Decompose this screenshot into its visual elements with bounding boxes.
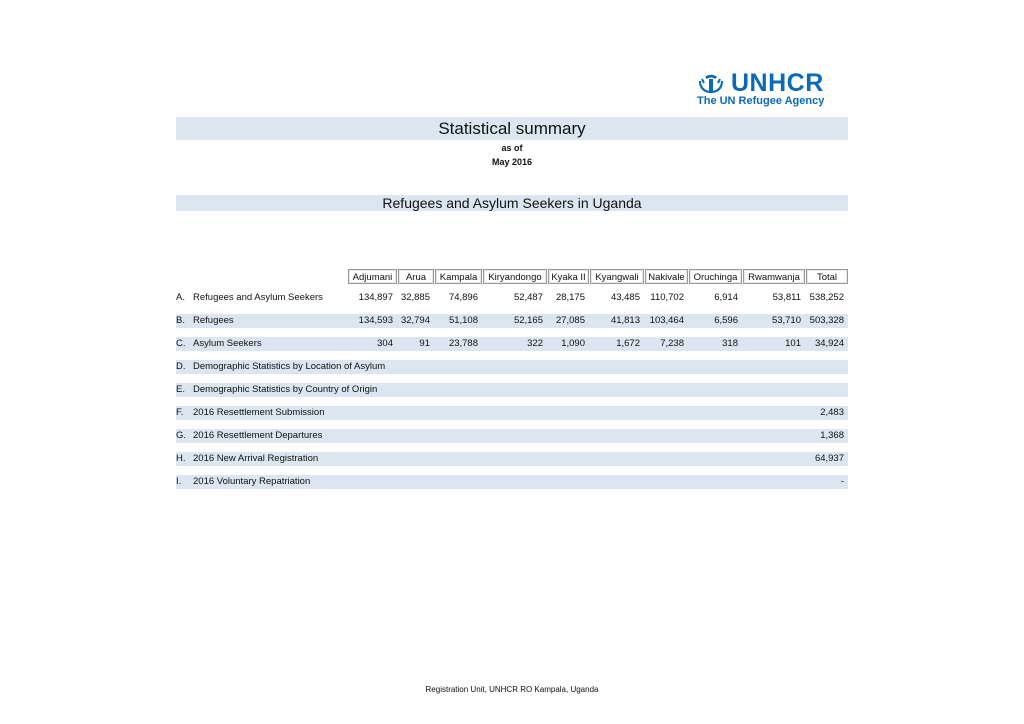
- row-letter: A.: [176, 292, 185, 303]
- table-row: [176, 337, 848, 351]
- table-cell-kampala: 74,896: [448, 292, 478, 303]
- row-letter: E.: [176, 384, 185, 395]
- row-label: [176, 383, 377, 397]
- table-cell-kyaka-ii: 27,085: [555, 315, 585, 326]
- table-cell-nakivale: 110,702: [650, 292, 684, 303]
- table-cell-kyangwali: 41,813: [610, 315, 640, 326]
- row-letter: B.: [176, 315, 185, 326]
- row-letter: H.: [176, 453, 186, 464]
- row-label-text: Asylum Seekers: [193, 338, 262, 349]
- table-cell-rwamwanja: 53,710: [771, 315, 801, 326]
- row-letter: C.: [176, 338, 186, 349]
- table-cell-kampala: 23,788: [448, 338, 478, 349]
- row-label-text: Refugees and Asylum Seekers: [193, 292, 323, 303]
- table-cell-nakivale: 7,238: [660, 338, 684, 349]
- row-label-text: 2016 Resettlement Submission: [193, 407, 325, 418]
- row-letter: D.: [176, 361, 186, 372]
- table-cell-oruchinga: 318: [722, 338, 738, 349]
- table-cell-kyaka-ii: 28,175: [555, 292, 585, 303]
- row-label: [176, 406, 325, 420]
- table-row: [176, 314, 848, 328]
- table-cell-total: 1,368: [820, 430, 844, 441]
- column-header-rwamwanja: Rwamwanja: [743, 269, 805, 284]
- column-header-kiryandongo: Kiryandongo: [483, 269, 547, 284]
- table-cell-total: 503,328: [809, 315, 844, 326]
- table-cell-adjumani: 134,593: [358, 315, 393, 326]
- row-letter: G.: [176, 430, 187, 441]
- column-header-arua: Arua: [398, 269, 434, 284]
- table-cell-kyangwali: 1,672: [616, 338, 640, 349]
- table-cell-adjumani: 304: [377, 338, 393, 349]
- row-label: [176, 337, 262, 351]
- row-label-text: 2016 New Arrival Registration: [193, 453, 319, 464]
- unhcr-emblem-icon: [696, 71, 726, 95]
- table-cell-total: 64,937: [814, 453, 844, 464]
- table-cell-total: 34,924: [814, 338, 844, 349]
- report-date: May 2016: [491, 157, 533, 167]
- table-cell-adjumani: 134,897: [358, 292, 393, 303]
- row-label-text: Demographic Statistics by Location of Asylum: [193, 361, 386, 372]
- row-label: [176, 360, 385, 374]
- logo-tagline: The UN Refugee Agency: [697, 95, 825, 107]
- logo-name: UNHCR: [731, 69, 824, 97]
- table-cell-rwamwanja: 53,811: [772, 292, 801, 303]
- row-label-text: Refugees: [193, 315, 234, 326]
- row-label-text: 2016 Resettlement Departures: [193, 430, 323, 441]
- column-header-oruchinga: Oruchinga: [689, 269, 742, 284]
- section-title: Refugees and Asylum Seekers in Uganda: [176, 195, 848, 211]
- page-title: Statistical summary: [176, 117, 848, 140]
- table-cell-arua: 32,794: [400, 315, 430, 326]
- table-row: [176, 360, 848, 374]
- column-header-kyangwali: Kyangwali: [590, 269, 644, 284]
- table-cell-nakivale: 103,464: [649, 315, 684, 326]
- row-label: [176, 429, 322, 443]
- table-cell-kiryandongo: 322: [527, 338, 543, 349]
- table-cell-arua: 91: [419, 338, 430, 349]
- row-label: [176, 314, 234, 328]
- row-letter: I.: [176, 476, 182, 487]
- column-header-kampala: Kampala: [435, 269, 482, 284]
- unhcr-logo: [696, 71, 841, 109]
- table-cell-total: 538,252: [809, 292, 844, 303]
- table-cell-total: 2,483: [820, 407, 844, 418]
- row-label: [176, 475, 310, 489]
- table-cell-arua: 32,885: [400, 292, 430, 303]
- column-header-nakivale: Nakivale: [645, 269, 688, 284]
- column-header-adjumani: Adjumani: [348, 269, 397, 284]
- table-cell-rwamwanja: 101: [785, 338, 801, 349]
- column-header-total: Total: [806, 269, 848, 284]
- table-row: [176, 452, 848, 466]
- column-header-kyaka-ii: Kyaka II: [548, 269, 589, 284]
- row-label-text: 2016 Voluntary Repatriation: [193, 476, 311, 487]
- table-row: [176, 429, 848, 443]
- row-letter: F.: [176, 407, 184, 418]
- as-of-label: as of: [501, 143, 523, 153]
- table-row: [176, 475, 848, 489]
- table-row: [176, 406, 848, 420]
- table-cell-kiryandongo: 52,165: [513, 315, 543, 326]
- row-label-text: Demographic Statistics by Country of Origin: [193, 384, 378, 395]
- table-row: [176, 383, 848, 397]
- table-cell-total: -: [840, 476, 844, 487]
- table-cell-kiryandongo: 52,487: [513, 292, 543, 303]
- table-cell-kyangwali: 43,485: [610, 292, 640, 303]
- table-cell-oruchinga: 6,596: [714, 315, 738, 326]
- table-cell-kampala: 51,108: [448, 315, 478, 326]
- row-label: [176, 452, 318, 466]
- row-label: [176, 291, 323, 305]
- table-cell-kyaka-ii: 1,090: [561, 338, 585, 349]
- footer-text: Registration Unit, UNHCR RO Kampala, Uganda: [425, 685, 599, 694]
- table-cell-oruchinga: 6,914: [714, 292, 738, 303]
- table-row: [176, 291, 848, 305]
